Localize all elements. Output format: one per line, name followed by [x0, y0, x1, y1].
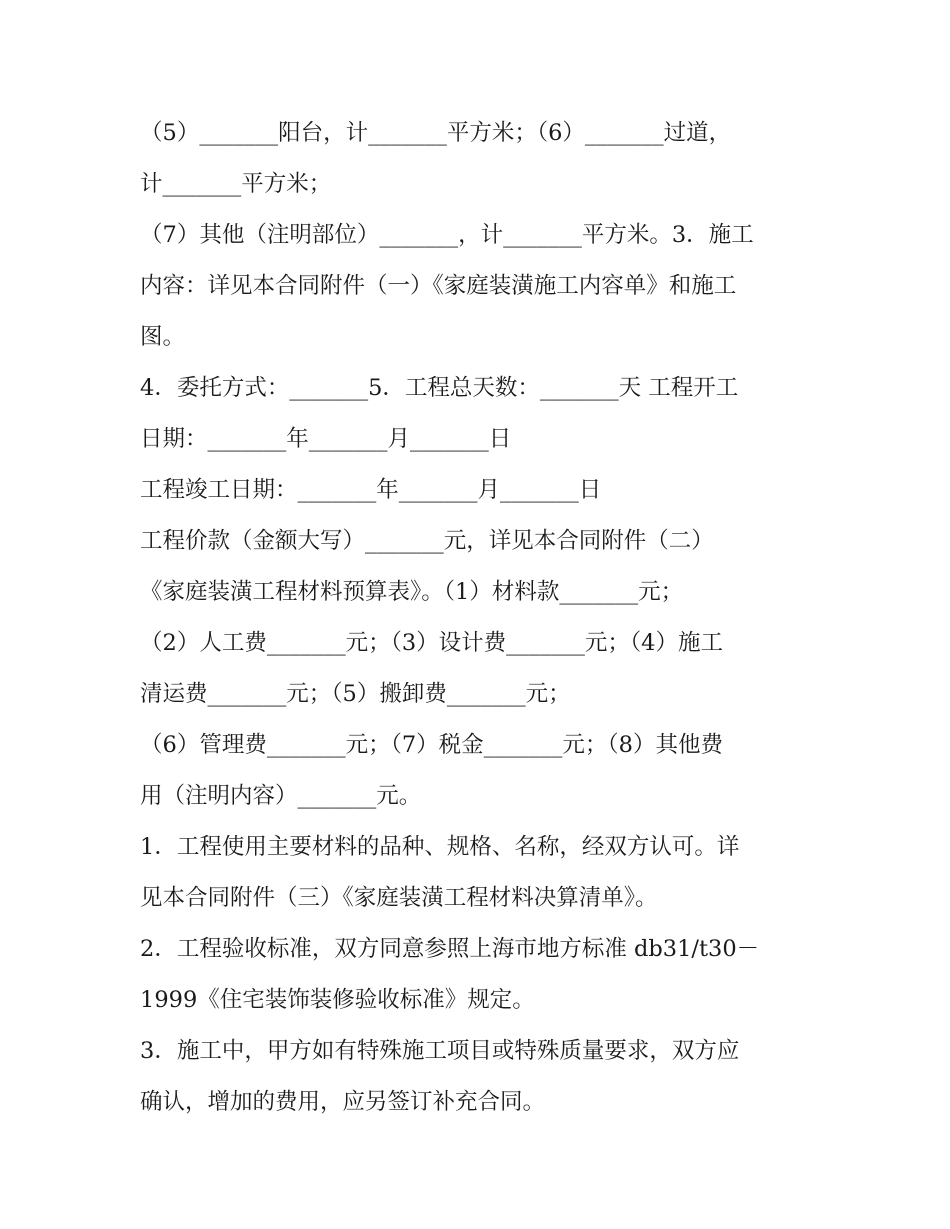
text-line: 日期：_______年_______月_______日: [140, 426, 512, 452]
text-line: 2．工程验收标准，双方同意参照上海市地方标准 db31/t30－: [140, 936, 760, 962]
text-line: 确认，增加的费用，应另签订补充合同。: [140, 1089, 546, 1115]
text-line: 图。: [140, 324, 186, 350]
text-line: 见本合同附件（三）《家庭装潢工程材料决算清单》。: [140, 885, 658, 911]
text-line: 工程竣工日期：_______年_______月_______日: [140, 477, 602, 503]
text-line: 内容：详见本合同附件（一）《家庭装潢施工内容单》和施工: [140, 273, 737, 299]
contract-text-body: [140, 108, 820, 1128]
text-line: 《家庭装潢工程材料预算表》。（1）材料款_______元；: [140, 579, 684, 605]
text-line: 清运费_______元；（5）搬卸费_______元；: [140, 681, 571, 707]
text-line: 工程价款（金额大写）_______元，详见本合同附件（二）: [140, 528, 714, 554]
text-line: （5）_______阳台，计_______平方米；（6）_______过道，: [140, 120, 732, 146]
text-line: （6）管理费_______元；（7）税金_______元；（8）其他费: [140, 732, 723, 758]
text-line: 计_______平方米；: [140, 171, 332, 197]
text-line: 1．工程使用主要材料的品种、规格、名称，经双方认可。详: [140, 834, 740, 860]
text-line: 3．施工中，甲方如有特殊施工项目或特殊质量要求，双方应: [140, 1038, 740, 1064]
text-line: 4．委托方式：_______5．工程总天数：_______天 工程开工: [140, 375, 739, 401]
text-line: 用（注明内容）_______元。: [140, 783, 422, 809]
text-line: （7）其他（注明部位）_______，计_______平方米。3．施工: [140, 222, 754, 248]
text-line: （2）人工费_______元；（3）设计费_______元；（4）施工: [140, 630, 723, 656]
text-line: 1999《住宅装饰装修验收标准》规定。: [140, 987, 535, 1013]
